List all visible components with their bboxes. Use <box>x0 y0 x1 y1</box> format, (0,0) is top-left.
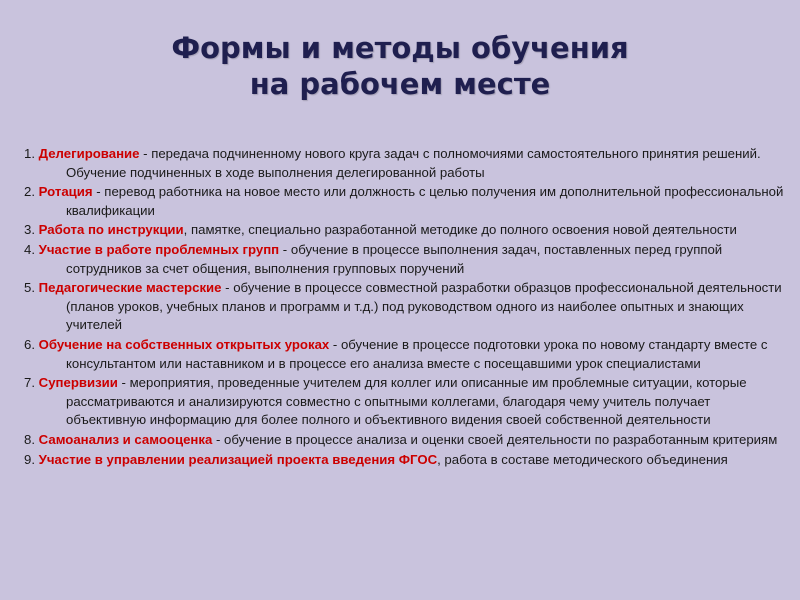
item-description: - обучение в процессе совместной разработки образцов профессиональной деятельности (планов уроков, учебных планов и программ и т.д.) под руководством одного из наиболее опытных и знающих учителей <box>66 280 782 333</box>
item-term: Супервизии <box>38 375 118 391</box>
item-description: - обучение в процессе выполнения задач, поставленных перед группой сотрудников за счет общения, выполнения групповых поручений <box>66 241 723 276</box>
item-term: Работа по инструкции <box>38 222 184 238</box>
item-term: Обучение на собственных открытых уроках <box>38 336 330 352</box>
item-number: 2. <box>24 184 35 200</box>
item-term: Участие в работе проблемных групп <box>38 241 280 257</box>
list-item <box>24 374 784 430</box>
item-number: 3. <box>24 222 35 238</box>
methods-list <box>24 145 784 470</box>
list-item <box>24 145 784 182</box>
list-item <box>24 241 784 278</box>
item-number: 5. <box>24 280 35 296</box>
item-number: 4. <box>24 241 35 257</box>
item-description: - передача подчиненному нового круга задач с полномочиями самостоятельного принятия решений. Обучение подчиненных в ходе выполнения делегированной работы <box>66 146 761 180</box>
page-title <box>0 30 800 102</box>
list-item <box>24 279 784 335</box>
list-item <box>24 221 784 240</box>
item-description: - перевод работника на новое место или должность с целью получения им дополнительной профессиональной квалификации <box>66 184 784 218</box>
item-number: 1. <box>24 146 35 161</box>
item-number: 9. <box>24 451 35 467</box>
item-description: , работа в составе методического объединения <box>437 451 728 467</box>
item-number: 8. <box>24 431 35 447</box>
item-description: - обучение в процессе подготовки урока по новому стандарту вместе с консультантом или наставником и в процессе его анализа вместе с посещавшими урок специалистами <box>66 336 768 371</box>
list-item <box>24 336 784 373</box>
title-line-1: Формы и методы обучения <box>171 31 629 65</box>
title-line-2: на рабочем месте <box>249 67 551 101</box>
item-term: Самоанализ и самооценка <box>38 431 213 447</box>
item-term: Ротация <box>38 184 93 200</box>
list-item <box>24 431 784 450</box>
item-term: Делегирование <box>38 146 140 161</box>
item-term: Участие в управлении реализацией проекта введения ФГОС <box>38 451 438 467</box>
item-number: 6. <box>24 336 35 352</box>
item-number: 7. <box>24 375 35 391</box>
list-item <box>24 183 784 220</box>
list-item <box>24 451 784 470</box>
item-description: - мероприятия, проведенные учителем для коллег или описанные им проблемные ситуации, которые рассматриваются и анализируются совместно с опытными коллегами, благодаря чему учитель получает объективную информацию для более полного и объективного видения своей собственной деятельности <box>66 375 747 428</box>
item-term: Педагогические мастерские <box>38 280 222 296</box>
item-description: - обучение в процессе анализа и оценки своей деятельности по разработанным критериям <box>212 431 778 447</box>
item-description: , памятке, специально разработанной методике до полного освоения новой деятельности <box>183 222 737 238</box>
